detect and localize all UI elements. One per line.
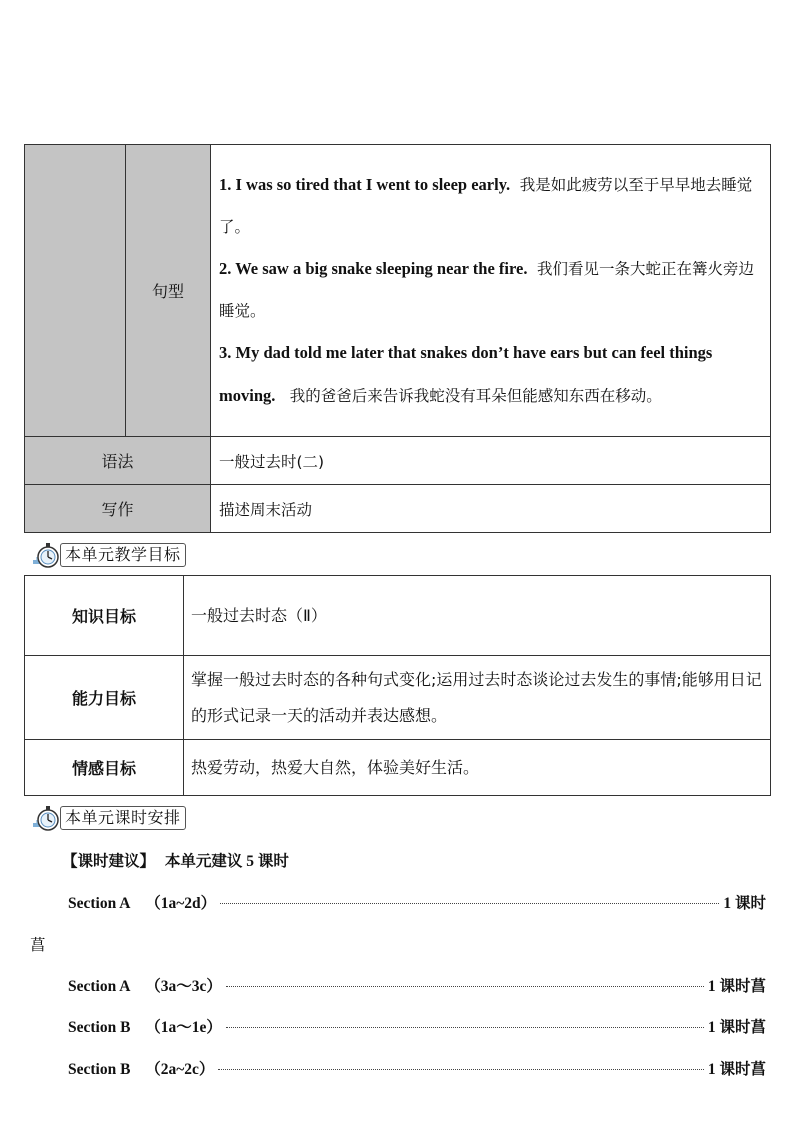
sentence-2: 2. We saw a big snake sleeping near the fire. 我们看见一条大蛇正在篝火旁边睡觉。 (219, 259, 755, 320)
objective-value: 掌握一般过去时态的各种句式变化;运用过去时态谈论过去发生的事情;能够用日记的形式记录一天的活动并表达感想。 (184, 656, 771, 740)
section-title: 本单元课时安排 (60, 806, 186, 830)
pattern-content (211, 145, 771, 437)
section-heading-schedule (32, 805, 186, 831)
schedule-suffix: 菖 (30, 936, 46, 954)
objective-value: 热爱劳动，热爱大自然，体验美好生活。 (184, 740, 771, 796)
schedule-row: Section A （3a～3c） 1 课时 菖 (68, 978, 766, 995)
stopwatch-icon (32, 803, 62, 833)
dot-leader (226, 1027, 704, 1028)
sentence-1: 1. I was so tired that I went to sleep early. 我是如此疲劳以至于早早地去睡觉了。 (219, 175, 753, 236)
objective-row (25, 740, 771, 796)
writing-value: 描述周末活动 (211, 485, 771, 533)
writing-label: 写作 (25, 485, 211, 533)
schedule-row: Section A （1a~2d） 1 课时 (68, 895, 766, 912)
objectives-table (24, 575, 771, 796)
pattern-label: 句型 (126, 145, 211, 437)
dot-leader (226, 986, 704, 987)
schedule-row: Section B （2a~2c） 1 课时 菖 (68, 1061, 766, 1078)
objective-label: 知识目标 (25, 576, 184, 656)
sentence-3: 3. My dad told me later that snakes don’t have ears but can feel things moving. 我的爸爸后来告诉我蛇没有耳朵但能感知东西在移动。 (219, 343, 713, 405)
stopwatch-icon (32, 540, 62, 570)
section-heading-objectives (32, 542, 186, 568)
objective-value: 一般过去时态（Ⅱ） (184, 576, 771, 656)
vocabulary-table (24, 144, 771, 533)
grammar-value: 一般过去时(二) (211, 437, 771, 485)
objective-row (25, 576, 771, 656)
section-title: 本单元教学目标 (60, 543, 186, 567)
objective-label: 情感目标 (25, 740, 184, 796)
dot-leader (220, 903, 719, 904)
objective-label: 能力目标 (25, 656, 184, 740)
schedule-row: Section B （1a～1e） 1 课时 菖 (68, 1019, 766, 1036)
hours-suggestion: 【课时建议】 本单元建议 5 课时 (62, 853, 289, 870)
objective-row (25, 656, 771, 740)
grammar-label: 语法 (25, 437, 211, 485)
pattern-blank-cell (25, 145, 126, 437)
dot-leader (218, 1069, 703, 1070)
